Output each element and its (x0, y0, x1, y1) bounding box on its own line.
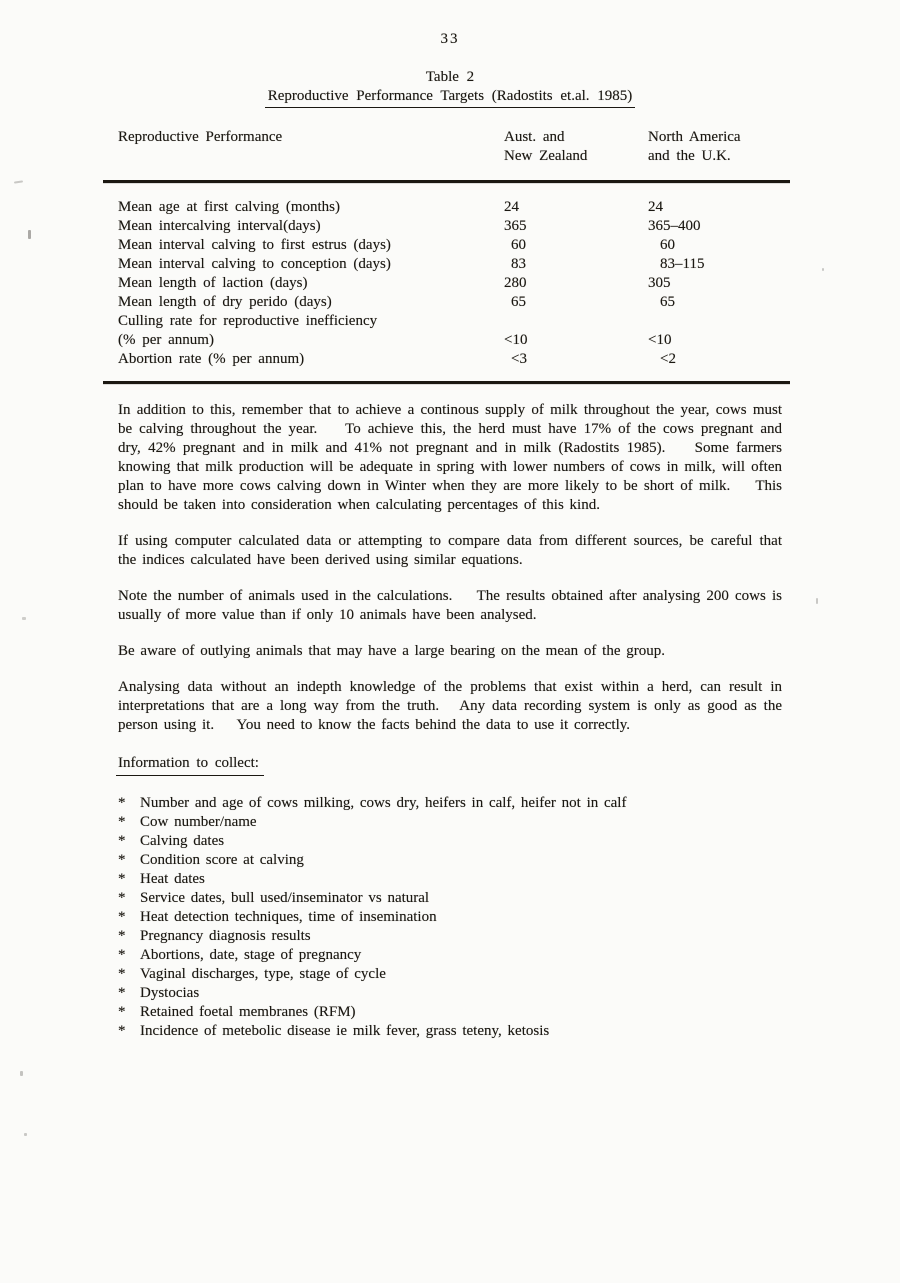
bullet-marker: * (118, 909, 126, 925)
table-cell-label: Culling rate for reproductive inefficiency (118, 313, 378, 329)
scan-speck (822, 268, 824, 271)
list-item-text: Heat dates (140, 871, 205, 887)
scan-speck (24, 1133, 27, 1136)
scan-speck (28, 230, 31, 239)
bullet-marker: * (118, 928, 126, 944)
bullet-marker: * (118, 985, 126, 1001)
body-text (118, 401, 788, 735)
table-cell-label: Mean interval calving to conception (days) (118, 256, 391, 272)
bullet-marker: * (118, 852, 126, 868)
page-number: 33 (440, 31, 460, 47)
table-cell-label: Abortion rate (% per annum) (118, 351, 305, 367)
table-cell-label: Mean age at first calving (months) (118, 199, 341, 215)
list-item (118, 946, 782, 965)
body-paragraph: Be aware of outlying animals that may have a large bearing on the mean of the group. (118, 643, 665, 659)
table-cell-label: Mean length of laction (days) (118, 275, 308, 291)
list-item (118, 889, 782, 908)
body-paragraph: Analysing data without an indepth knowledge of the problems that exist within a herd, can result in interpretations that are a long way from the truth. Any data recording system is only as good as the person using it. You need to know the facts behind the data to use it correctly. (118, 679, 788, 733)
scan-speck (14, 180, 23, 183)
list-item-text: Calving dates (140, 833, 225, 849)
table-cell-aus-nz: 280 (504, 275, 527, 291)
list-item-text: Heat detection techniques, time of insemination (140, 909, 437, 925)
list-item (118, 984, 782, 1003)
table-row (103, 293, 790, 312)
body-paragraph: If using computer calculated data or attempting to compare data from different sources, be careful that the indices calculated have been derived using similar equations. (118, 533, 788, 568)
list-item-text: Retained foetal membranes (RFM) (140, 1004, 356, 1020)
table-header-na-uk: North America and the U.K. (648, 129, 741, 164)
list-item (118, 1003, 782, 1022)
table-cell-na-uk: <10 (648, 332, 672, 348)
table-cell-na-uk: 83–115 (660, 256, 705, 272)
table-cell-label: Mean intercalving interval(days) (118, 218, 321, 234)
list-item (118, 813, 782, 832)
table-cell-aus-nz: 60 (511, 237, 526, 253)
list-item-text: Dystocias (140, 985, 200, 1001)
table-cell-aus-nz: 83 (511, 256, 526, 272)
table-top-rule (103, 180, 790, 183)
table-cell-na-uk: <2 (660, 351, 676, 367)
body-paragraph: In addition to this, remember that to achieve a continous supply of milk throughout the year, cows must be calving throughout the year. To achieve this, the herd must have 17% of the cows pregnant and dry, 42% pregnant and in milk and 41% not pregnant and in milk (Radostits 1985). Some farmers knowing that milk production will be adequate in spring with lower numbers of cows in milk, will often plan to have more cows calving down in Winter when they are more likely to be short of milk. This should be taken into consideration when calculating percentages of this kind. (118, 402, 788, 513)
table-row (103, 217, 790, 236)
table-row (103, 198, 790, 217)
list-item-text: Cow number/name (140, 814, 257, 830)
bullet-marker: * (118, 1004, 126, 1020)
table-cell-aus-nz (504, 312, 648, 331)
table-cell-aus-nz: 24 (504, 199, 519, 215)
table-header-label: Reproductive Performance (118, 129, 283, 145)
scan-speck (22, 617, 26, 620)
table-caption-number: Table 2 (425, 69, 475, 85)
table-row (103, 331, 790, 350)
list-item-text: Condition score at calving (140, 852, 304, 868)
table-cell-na-uk (648, 312, 790, 331)
table-caption (118, 68, 782, 108)
table-cell-aus-nz: 65 (511, 294, 526, 310)
list-item-text: Abortions, date, stage of pregnancy (140, 947, 362, 963)
table-cell-label: Mean length of dry perido (days) (118, 294, 332, 310)
table-body (103, 198, 790, 369)
table-cell-label: (% per annum) (118, 332, 214, 348)
table-cell-na-uk: 24 (648, 199, 663, 215)
bullet-marker: * (118, 814, 126, 830)
table-bottom-rule (103, 381, 790, 384)
table-header-aus-nz: Aust. and New Zealand (504, 129, 588, 164)
bullet-marker: * (118, 966, 126, 982)
list-item (118, 1022, 782, 1041)
list-item-text: Number and age of cows milking, cows dry, heifers in calf, heifer not in calf (140, 795, 627, 811)
table-row (103, 274, 790, 293)
table-row (103, 236, 790, 255)
collect-list (118, 794, 782, 1041)
section-heading: Information to collect: (118, 754, 782, 776)
list-item-text: Incidence of metebolic disease ie milk fever, grass teteny, ketosis (140, 1023, 550, 1039)
table-cell-label: Mean interval calving to first estrus (days) (118, 237, 391, 253)
table-row (103, 350, 790, 369)
body-paragraph: Note the number of animals used in the calculations. The results obtained after analysing 200 cows is usually of more value than if only 10 animals have been analysed. (118, 588, 788, 623)
table-row (103, 312, 790, 331)
bullet-marker: * (118, 833, 126, 849)
list-item (118, 851, 782, 870)
table-cell-na-uk: 365–400 (648, 218, 701, 234)
list-item (118, 908, 782, 927)
table-header-row (103, 128, 790, 166)
list-item (118, 870, 782, 889)
list-item (118, 927, 782, 946)
bullet-marker: * (118, 871, 126, 887)
table-cell-aus-nz: 365 (504, 218, 527, 234)
bullet-marker: * (118, 1023, 126, 1039)
scan-speck (20, 1071, 23, 1076)
list-item (118, 965, 782, 984)
bullet-marker: * (118, 795, 126, 811)
table-row (103, 255, 790, 274)
list-item-text: Pregnancy diagnosis results (140, 928, 311, 944)
bullet-marker: * (118, 890, 126, 906)
table-title: Reproductive Performance Targets (Radostits et.al. 1985) (265, 87, 636, 108)
table-cell-na-uk: 65 (660, 294, 675, 310)
bullet-marker: * (118, 947, 126, 963)
table-cell-aus-nz: <3 (511, 351, 527, 367)
table-cell-na-uk: 305 (648, 275, 671, 291)
list-item (118, 832, 782, 851)
scan-speck (816, 598, 818, 604)
list-item (118, 794, 782, 813)
targets-table (103, 128, 790, 384)
table-cell-aus-nz: <10 (504, 332, 528, 348)
list-item-text: Vaginal discharges, type, stage of cycle (140, 966, 386, 982)
table-cell-na-uk: 60 (660, 237, 675, 253)
list-item-text: Service dates, bull used/inseminator vs natural (140, 890, 430, 906)
